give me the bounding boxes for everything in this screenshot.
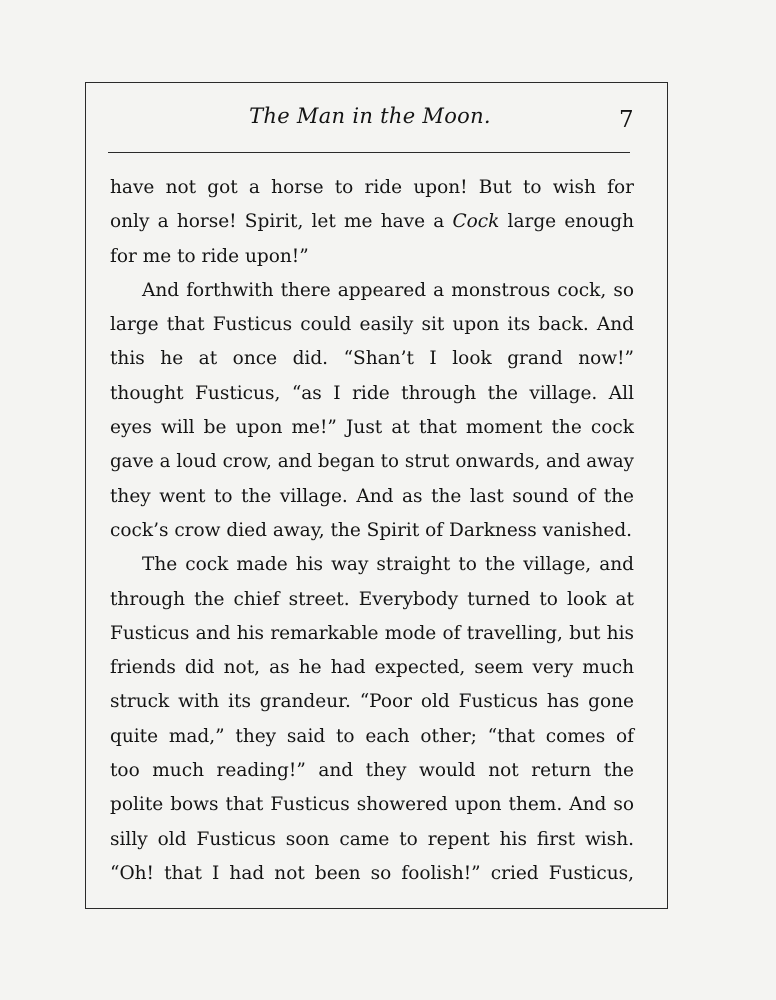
text-line: struck with its grandeur. “Poor old Fusticus has gone (110, 691, 634, 713)
text-line: large that Fusticus could easily sit upon its back. And (110, 314, 634, 336)
text-line: through the chief street. Everybody turned to look at (110, 588, 634, 610)
text-line: for me to ride upon!” (110, 245, 309, 267)
text-line: Fusticus and his remarkable mode of travelling, but his (110, 622, 634, 644)
emphasized-word: Cock (452, 211, 500, 233)
text-line: cock’s crow died away, the Spirit of Darkness vanished. (110, 519, 633, 541)
text-line: this he at once did. “Shan’t I look grand now!” (110, 348, 634, 370)
text-line: And forthwith there appeared a monstrous cock, so (142, 279, 634, 301)
text-line: silly old Fusticus soon came to repent his first wish. (110, 828, 634, 850)
text-line: have not got a horse to ride upon! But to wish for (110, 177, 634, 198)
text-line: eyes will be upon me!” Just at that moment the cock (110, 417, 634, 439)
text-line: gave a loud crow, and began to strut onwards, and away (110, 451, 634, 473)
text-line-part: only a horse! Spirit, let me have a Cock large enough (110, 211, 634, 233)
text-line: “Oh! that I had not been so foolish!” cried Fusticus, (110, 862, 634, 884)
running-head (0, 102, 776, 136)
running-title: The Man in the Moon. (249, 104, 491, 128)
text-line: friends did not, as he had expected, seem very much (110, 657, 634, 679)
page-number: 7 (619, 107, 634, 133)
header-rule (108, 152, 630, 153)
text-line: polite bows that Fusticus showered upon them. And so (110, 794, 634, 816)
text-line: thought Fusticus, “as I ride through the village. All (110, 382, 634, 404)
text-line: too much reading!” and they would not return the (110, 760, 634, 782)
text-line: quite mad,” they said to each other; “that comes of (110, 725, 634, 747)
body-text (110, 171, 634, 891)
text-line: they went to the village. And as the last sound of the (110, 485, 634, 507)
text-line: The cock made his way straight to the village, and (142, 554, 634, 576)
text-line (110, 205, 634, 239)
